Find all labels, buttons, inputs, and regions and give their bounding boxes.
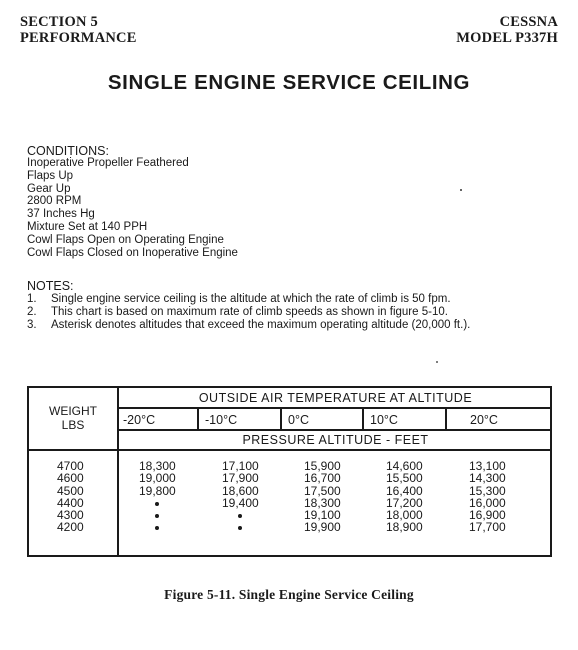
temp-divider <box>280 407 282 429</box>
weight-header-label: WEIGHT <box>49 404 97 418</box>
temp-row-line <box>117 429 550 431</box>
manufacturer: CESSNA <box>499 14 558 30</box>
conditions-list <box>27 157 238 259</box>
condition-item: Mixture Set at 140 PPH <box>27 220 148 233</box>
altitude-cell: 16,000 <box>469 495 506 510</box>
altitude-column <box>386 460 423 534</box>
oat-header: OUTSIDE AIR TEMPERATURE AT ALTITUDE <box>198 391 473 405</box>
asterisk-mark <box>238 514 242 518</box>
asterisk-mark <box>155 514 159 518</box>
notes-heading: NOTES: <box>27 279 74 293</box>
altitude-cell: 19,400 <box>222 495 259 510</box>
page-title: SINGLE ENGINE SERVICE CEILING <box>107 71 471 94</box>
asterisk-cell <box>139 509 176 521</box>
altitude-column <box>139 460 176 534</box>
note-number: 3. <box>27 318 37 331</box>
altitude-column <box>469 460 506 534</box>
pa-header: PRESSURE ALTITUDE - FEET <box>242 433 429 447</box>
note-item <box>27 319 557 332</box>
altitude-cell: 15,500 <box>386 471 423 486</box>
note-number: 1. <box>27 293 37 305</box>
altitude-cell: 19,100 <box>304 508 341 523</box>
altitude-cell: 17,100 <box>222 459 259 473</box>
weight-header <box>29 404 117 432</box>
altitude-cell: 17,700 <box>469 520 506 535</box>
temp-header: 20°C <box>470 413 498 427</box>
header-bottom-line <box>29 449 550 451</box>
altitude-cell: 19,000 <box>139 471 176 486</box>
altitude-cell: 16,700 <box>304 471 341 486</box>
condition-item: Flaps Up <box>27 169 74 182</box>
conditions-heading: CONDITIONS: <box>27 144 109 158</box>
temp-header: 0°C <box>288 413 309 427</box>
speck-mark <box>460 189 462 191</box>
condition-item: Inoperative Propeller Feathered <box>27 157 189 169</box>
note-text: Single engine service ceiling is the altitude at which the rate of climb is 50 fpm. <box>51 293 451 305</box>
temp-divider <box>362 407 364 429</box>
temp-header: 10°C <box>370 413 398 427</box>
weight-cell: 4600 <box>57 471 84 486</box>
model: MODEL P337H <box>456 30 558 46</box>
weight-cell: 4500 <box>57 483 84 498</box>
altitude-cell: 15,900 <box>304 459 341 473</box>
notes-list <box>27 293 557 331</box>
note-text: Asterisk denotes altitudes that exceed the maximum operating altitude (20,000 ft.). <box>51 318 471 331</box>
altitude-cell: 17,200 <box>386 495 423 510</box>
header-right <box>456 14 558 46</box>
weight-column <box>57 460 84 534</box>
altitude-cell: 13,100 <box>469 459 506 473</box>
asterisk-cell <box>222 521 259 533</box>
note-item <box>27 306 557 319</box>
note-item <box>27 293 557 306</box>
condition-item: Cowl Flaps Closed on Inoperative Engine <box>27 246 238 259</box>
header-left <box>20 14 137 46</box>
weight-cell: 4200 <box>57 520 84 535</box>
weight-header-unit: LBS <box>61 418 85 432</box>
weight-column-divider <box>117 388 119 555</box>
temp-divider <box>445 407 447 429</box>
section-label: SECTION 5 <box>20 14 98 30</box>
speck-mark <box>436 361 438 363</box>
condition-item: Cowl Flaps Open on Operating Engine <box>27 233 224 246</box>
altitude-cell: 18,300 <box>139 459 176 473</box>
temp-divider <box>197 407 199 429</box>
asterisk-mark <box>155 502 159 506</box>
temp-header: -20°C <box>123 413 156 427</box>
condition-item: 2800 RPM <box>27 195 82 208</box>
altitude-cell: 18,600 <box>222 483 259 498</box>
asterisk-mark <box>238 526 242 530</box>
altitude-cell: 19,800 <box>139 483 176 498</box>
asterisk-cell <box>222 509 259 521</box>
altitude-cell: 16,400 <box>386 483 423 498</box>
asterisk-cell <box>139 497 176 509</box>
weight-cell: 4400 <box>57 495 84 510</box>
altitude-column <box>222 460 259 534</box>
asterisk-mark <box>155 526 159 530</box>
altitude-cell: 14,600 <box>386 459 423 473</box>
note-number: 2. <box>27 305 37 318</box>
figure-caption: Figure 5-11. Single Engine Service Ceiling <box>164 587 414 602</box>
altitude-cell: 14,300 <box>469 471 506 486</box>
altitude-cell: 15,300 <box>469 483 506 498</box>
altitude-cell: 18,000 <box>386 508 423 523</box>
header-row-line <box>117 407 550 409</box>
altitude-column <box>304 460 341 534</box>
temp-header: -10°C <box>205 413 238 427</box>
altitude-cell: 18,900 <box>386 520 423 535</box>
condition-item: Gear Up <box>27 182 71 195</box>
note-text: This chart is based on maximum rate of climb speeds as shown in figure 5-10. <box>51 305 448 318</box>
asterisk-cell <box>139 521 176 533</box>
altitude-cell: 19,900 <box>304 520 341 535</box>
altitude-cell: 18,300 <box>304 495 341 510</box>
condition-item: 37 Inches Hg <box>27 208 95 221</box>
altitude-cell: 16,900 <box>469 508 506 523</box>
weight-cell: 4700 <box>57 459 84 473</box>
ceiling-table <box>27 386 552 557</box>
section-name: PERFORMANCE <box>20 30 137 46</box>
weight-cell: 4300 <box>57 508 84 523</box>
altitude-cell: 17,900 <box>222 471 259 486</box>
altitude-cell: 17,500 <box>304 483 341 498</box>
